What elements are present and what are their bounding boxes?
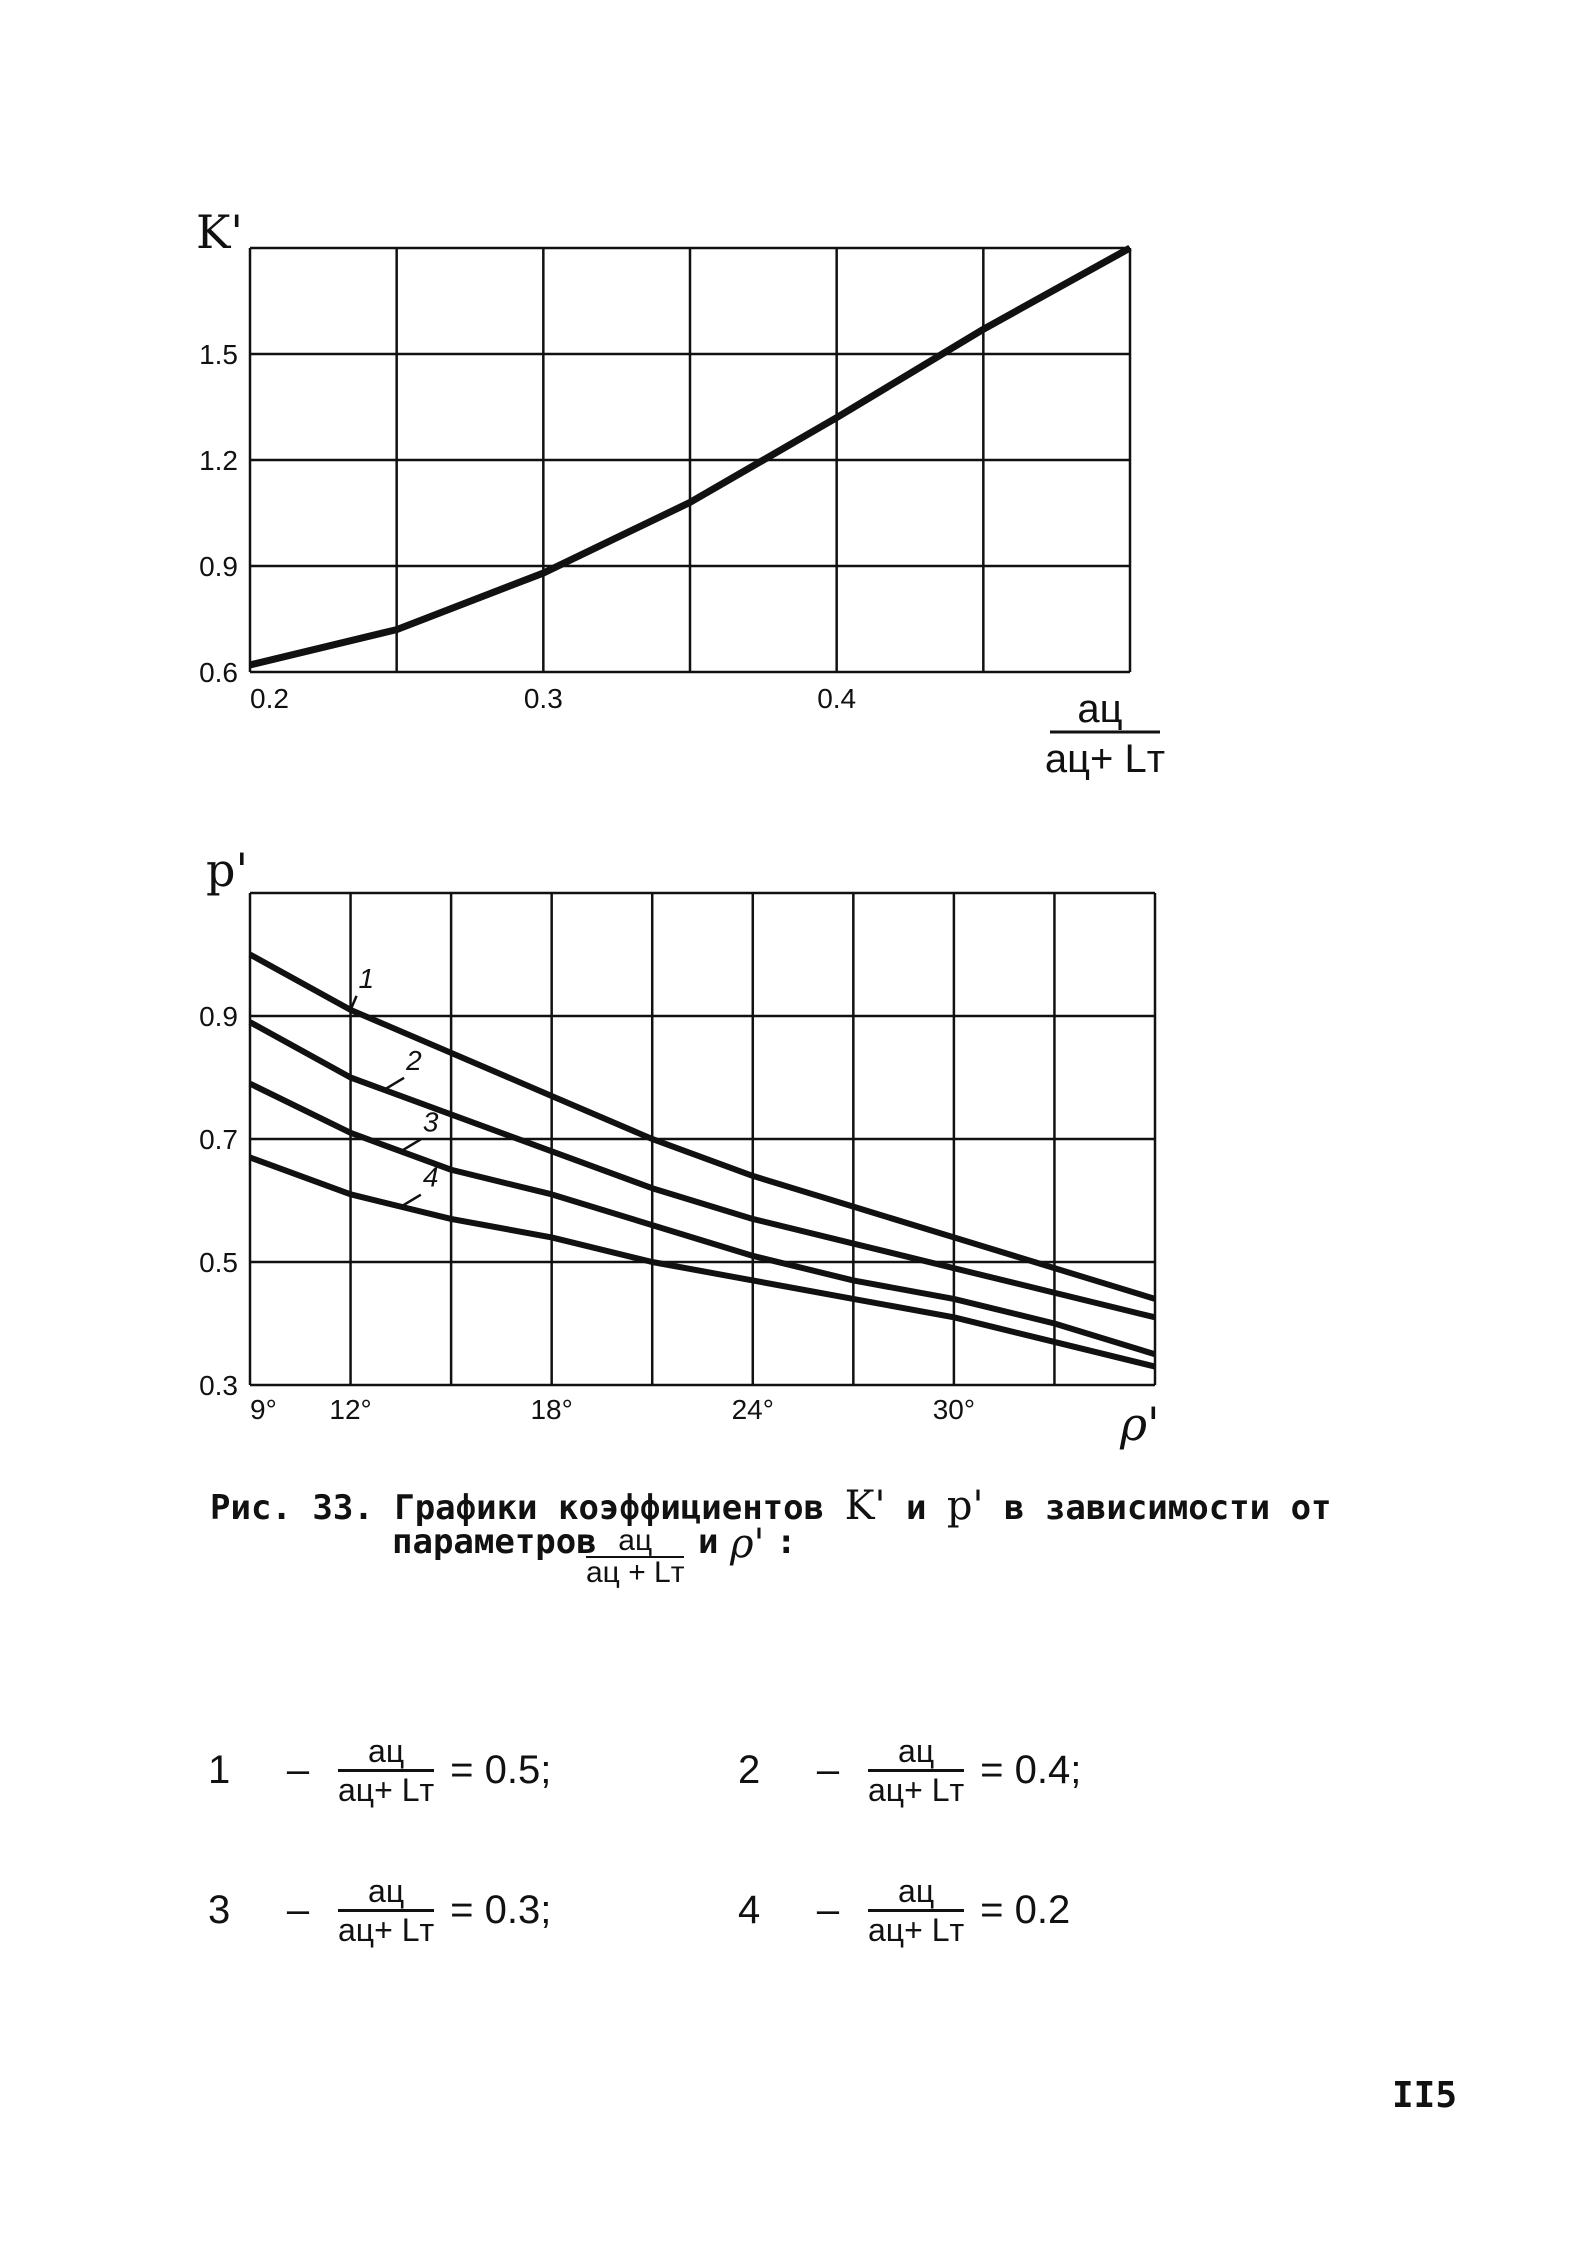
legend-fraction-numerator: aц [338, 1733, 434, 1772]
p-x-tick-label: 30° [932, 1394, 976, 1425]
caption-and-2: и [698, 1522, 719, 1562]
k-x-tick-label: 0.3 [523, 683, 563, 714]
p-series-leader [401, 1195, 421, 1207]
legend-fraction-numerator: aц [868, 1873, 964, 1912]
legend-item-4 [738, 1873, 1070, 1948]
legend-index: 2 [738, 1748, 761, 1792]
k-x-tick-label: 0.2 [250, 683, 289, 714]
k-x-label-denominator: aц+ Lт [1044, 737, 1166, 781]
caption-p-symbol: p' [946, 1483, 984, 1529]
legend-fraction-denominator: aц+ Lт [868, 1912, 965, 1948]
legend-dash: – [286, 1888, 310, 1932]
p-series-leader [384, 1078, 404, 1090]
legend-item-1 [208, 1733, 551, 1808]
p-ticks [199, 1001, 975, 1425]
legend-dash: – [816, 1888, 840, 1932]
k-y-tick-label: 1.2 [199, 445, 238, 476]
p-x-tick-label: 12° [329, 1394, 372, 1425]
p-series-label: 1 [358, 962, 375, 994]
legend-fraction-denominator: aц+ Lт [338, 1772, 435, 1808]
legend-index: 1 [208, 1748, 231, 1792]
p-series-leader [401, 1139, 421, 1151]
caption-k-symbol: K' [844, 1483, 886, 1529]
caption-line-1 [210, 1483, 1410, 1529]
legend-value: = 0.3; [450, 1888, 552, 1932]
caption-and: и [905, 1488, 927, 1528]
caption-tail: в зависимости от [1004, 1488, 1332, 1528]
p-y-tick-label: 0.3 [199, 1370, 238, 1401]
k-y-tick-label: 0.9 [199, 551, 238, 582]
p-y-tick-label: 0.5 [199, 1247, 238, 1278]
p-x-tick-label: 18° [530, 1394, 573, 1425]
legend-fraction [338, 1873, 434, 1948]
legend-value: = 0.2 [980, 1888, 1071, 1932]
p-grid [250, 893, 1155, 1385]
k-x-tick-label: 0.4 [817, 683, 857, 714]
caption-fraction-numerator: aц [586, 1526, 684, 1558]
legend-index: 4 [738, 1888, 761, 1932]
legend-fraction-denominator: aц+ Lт [868, 1772, 965, 1808]
legend-fraction [338, 1733, 434, 1808]
p-series-line [250, 1084, 1155, 1355]
k-x-label-numerator: aц [1077, 687, 1123, 731]
legend-dash: – [286, 1748, 310, 1792]
p-x-tick-label: 9° [250, 1394, 277, 1425]
p-x-tick-label: 24° [731, 1394, 774, 1425]
legend-dash: – [816, 1748, 840, 1792]
legend-index: 3 [208, 1888, 231, 1932]
p-series-label: 3 [422, 1106, 439, 1138]
p-y-tick-label: 0.9 [199, 1001, 238, 1032]
p-series-line [250, 955, 1155, 1299]
p-series-label: 2 [406, 1044, 422, 1076]
p-y-tick-label: 0.7 [199, 1124, 238, 1155]
caption-params: параметров [392, 1522, 597, 1562]
legend-value: = 0.5; [450, 1748, 552, 1792]
p-series-label: 4 [422, 1161, 439, 1193]
legend-item-2 [738, 1733, 1081, 1808]
caption-rho-symbol: ρ' [730, 1521, 765, 1567]
legend-value: = 0.4; [980, 1748, 1082, 1792]
caption-fraction [586, 1526, 684, 1588]
k-y-tick-label: 1.5 [199, 339, 238, 370]
caption-line-2 [392, 1524, 597, 1560]
legend-fraction-denominator: aц+ Lт [338, 1912, 435, 1948]
page-number: II5 [1392, 2075, 1458, 2116]
legend-fraction [868, 1873, 964, 1948]
caption-fraction-denominator: aц + Lт [586, 1556, 685, 1589]
p-y-axis-label: p' [206, 843, 249, 897]
figure-caption [210, 1483, 1410, 1589]
caption-text: Рис. 33. Графики коэффициентов [210, 1488, 825, 1528]
k-y-axis-label: K' [196, 205, 244, 259]
legend-item-3 [208, 1873, 551, 1948]
p-x-axis-label: ρ' [1120, 1397, 1160, 1451]
k-y-tick-label: 0.6 [199, 657, 238, 688]
caption-colon: : [776, 1522, 797, 1562]
legend-fraction-numerator: aц [338, 1873, 434, 1912]
legend-fraction [868, 1733, 964, 1808]
legend-fraction-numerator: aц [868, 1733, 964, 1772]
